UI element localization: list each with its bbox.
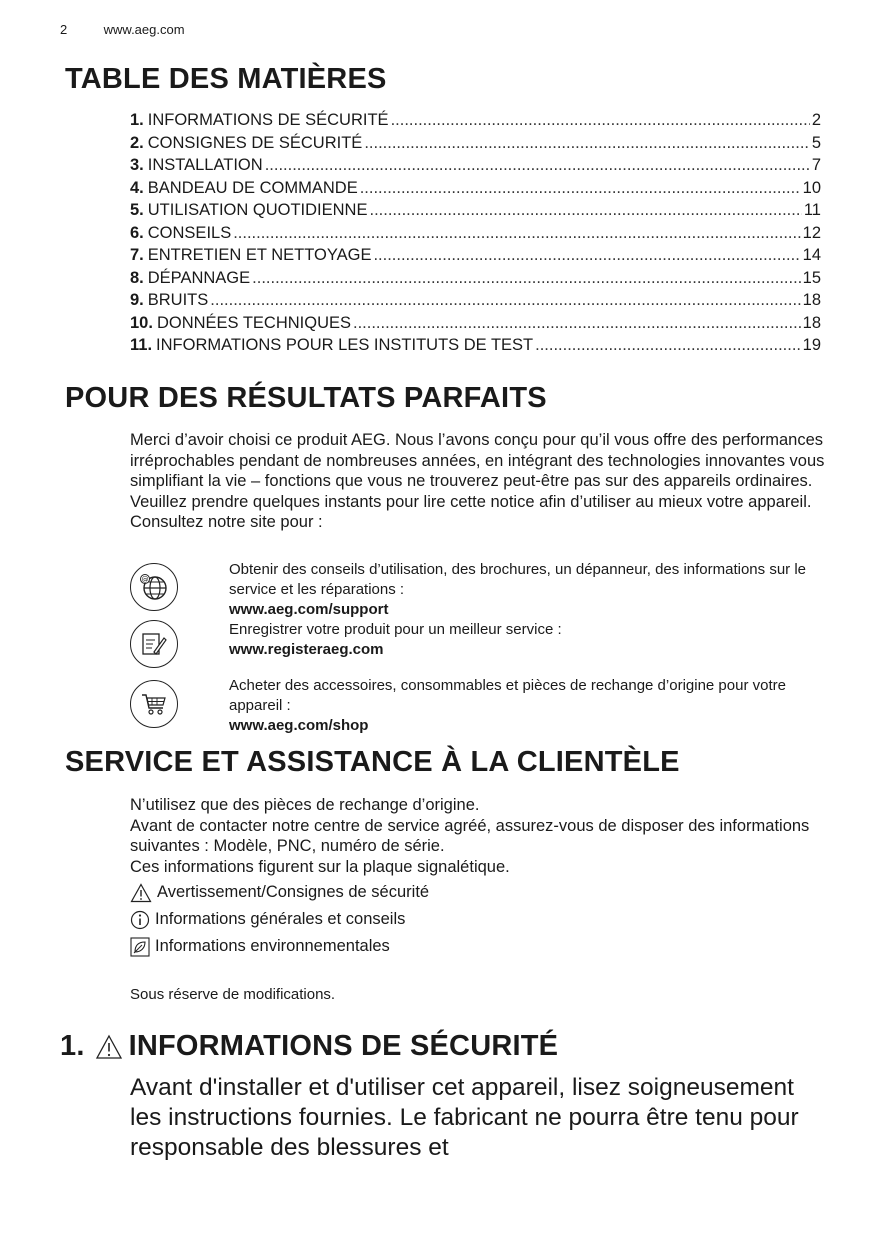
service-line-1: N’utilisez que des pièces de rechange d’origine. [130, 796, 480, 814]
toc-leader-dots [233, 224, 800, 243]
warning-icon [95, 1034, 123, 1060]
toc-entry-label: DONNÉES TECHNIQUES [156, 313, 351, 332]
page-header [60, 22, 185, 37]
toc-entry-label: BANDEAU DE COMMANDE [147, 178, 358, 197]
support-text: Obtenir des conseils d’utilisation, des brochures, un dépanneur, des informations sur le service et les réparations : [229, 561, 806, 598]
toc-entry-number: 1. [130, 111, 144, 129]
toc-entry-page: 18 [802, 291, 821, 309]
toc-entry-page: 2 [811, 111, 821, 129]
support-link[interactable]: www.aeg.com/support [229, 601, 389, 618]
toc-entry-page: 5 [811, 133, 821, 152]
toc-leader-dots [391, 111, 810, 130]
toc-leader-dots [360, 179, 801, 198]
register-link[interactable]: www.registeraeg.com [229, 641, 384, 658]
consult-text: Consultez notre site pour : [130, 513, 323, 532]
legend-warning [130, 879, 429, 906]
service-line-2: Avant de contacter notre centre de service agréé, assurez-vous de disposer des informations suivantes : Modèle, PNC, numéro de série. [130, 816, 810, 856]
toc-entry-page: 18 [802, 313, 821, 332]
toc-entry[interactable] [130, 134, 821, 157]
toc-entry[interactable] [130, 201, 821, 224]
shop-link[interactable]: www.aeg.com/shop [229, 717, 369, 734]
toc-leader-dots [373, 246, 800, 265]
toc-leader-dots [353, 314, 801, 333]
toc-entry-page: 15 [802, 268, 821, 287]
toc-entry-number: 2. [130, 133, 144, 152]
safety-body: Avant d'installer et d'utiliser cet appareil, lisez soigneusement les instructions fournies. Le fabricant ne pourra être tenu pour responsable des blessures et [130, 1074, 799, 1161]
legend-warning-label: Avertissement/Consignes de sécurité [157, 883, 430, 901]
page-number: 2 [60, 22, 68, 37]
toc-entry-label: ENTRETIEN ET NETTOYAGE [147, 246, 372, 264]
info-icon [130, 910, 150, 930]
toc-entry[interactable] [130, 111, 821, 134]
toc-entry-page: 12 [802, 223, 821, 242]
toc-leader-dots [369, 201, 801, 220]
modification-note: Sous réserve de modifications. [130, 986, 336, 1003]
toc-entry-number: 7. [130, 246, 144, 264]
toc-entry-number: 6. [130, 223, 144, 242]
support-description [229, 560, 819, 620]
toc-entry-number: 9. [130, 291, 144, 309]
legend-info-label: Informations générales et conseils [155, 910, 406, 928]
toc-entry[interactable] [130, 246, 821, 269]
toc-entry-label: CONSEILS [147, 223, 232, 242]
shop-text: Acheter des accessoires, consommables et pièces de rechange d’origine pour votre appareil : [229, 677, 786, 714]
results-title: POUR DES RÉSULTATS PARFAITS [65, 382, 547, 414]
toc-entry-page: 7 [811, 156, 821, 174]
shop-description [229, 676, 819, 736]
toc-entry[interactable] [130, 336, 821, 359]
toc-entry[interactable] [130, 224, 821, 247]
toc-leader-dots [535, 336, 801, 355]
table-of-contents [130, 111, 821, 359]
register-text: Enregistrer votre produit pour un meilleur service : [229, 621, 562, 638]
legend-env-label: Informations environnementales [155, 937, 390, 955]
svg-text:@: @ [141, 575, 149, 584]
toc-entry-number: 4. [130, 178, 144, 197]
legend-info [130, 906, 429, 933]
toc-entry-number: 10. [130, 313, 153, 332]
toc-entry-page: 14 [802, 246, 821, 264]
toc-entry-number: 8. [130, 268, 144, 287]
legend-environment [130, 933, 429, 960]
toc-entry[interactable] [130, 179, 821, 202]
shopping-cart-icon [130, 680, 178, 728]
toc-leader-dots [364, 134, 810, 153]
toc-entry-label: INFORMATIONS POUR LES INSTITUTS DE TEST [156, 336, 534, 354]
service-paragraph [130, 795, 830, 877]
leaf-icon [130, 937, 150, 957]
safety-title-text: INFORMATIONS DE SÉCURITÉ [128, 1030, 559, 1062]
toc-entry-number: 3. [130, 156, 144, 174]
safety-title [60, 1030, 558, 1063]
service-line-3: Ces informations figurent sur la plaque signalétique. [130, 857, 510, 876]
register-description [229, 620, 819, 660]
toc-entry-label: DÉPANNAGE [147, 268, 251, 287]
toc-leader-dots [252, 269, 800, 288]
toc-entry-number: 5. [130, 201, 144, 219]
toc-entry-label: INFORMATIONS DE SÉCURITÉ [147, 111, 389, 129]
toc-entry-number: 11. [130, 336, 153, 354]
toc-entry-page: 19 [802, 336, 821, 354]
toc-entry-page: 11 [803, 201, 821, 219]
toc-entry-label: BRUITS [147, 291, 209, 309]
toc-entry[interactable] [130, 291, 821, 314]
register-form-icon [130, 620, 178, 668]
toc-entry[interactable] [130, 269, 821, 292]
toc-entry[interactable] [130, 314, 821, 337]
toc-title: TABLE DES MATIÈRES [65, 63, 387, 95]
symbol-legend [130, 879, 429, 960]
intro-paragraph [130, 430, 830, 533]
intro-text: Merci d’avoir choisi ce produit AEG. Nous l’avons conçu pour qu’il vous offre des performances irréprochables pendant de nombreuses années, en intégrant des technologies innovantes vous simplifiant la vie – fonctions que vous ne trouverez peut-être pas sur des appareils ordinaires. Veuillez prendre quelques instants pour lire cette notice afin d’utiliser au mieux votre appareil. [130, 431, 825, 511]
toc-leader-dots [210, 291, 800, 310]
service-title: SERVICE ET ASSISTANCE À LA CLIENTÈLE [65, 746, 680, 778]
warning-icon [130, 883, 152, 903]
toc-leader-dots [265, 156, 810, 175]
toc-entry-label: UTILISATION QUOTIDIENNE [147, 201, 368, 219]
globe-icon [130, 563, 178, 611]
toc-entry-page: 10 [802, 178, 821, 197]
safety-title-number: 1. [60, 1030, 85, 1062]
header-url[interactable]: www.aeg.com [103, 22, 185, 37]
toc-entry[interactable] [130, 156, 821, 179]
toc-entry-label: INSTALLATION [147, 156, 263, 174]
toc-entry-label: CONSIGNES DE SÉCURITÉ [147, 133, 363, 152]
